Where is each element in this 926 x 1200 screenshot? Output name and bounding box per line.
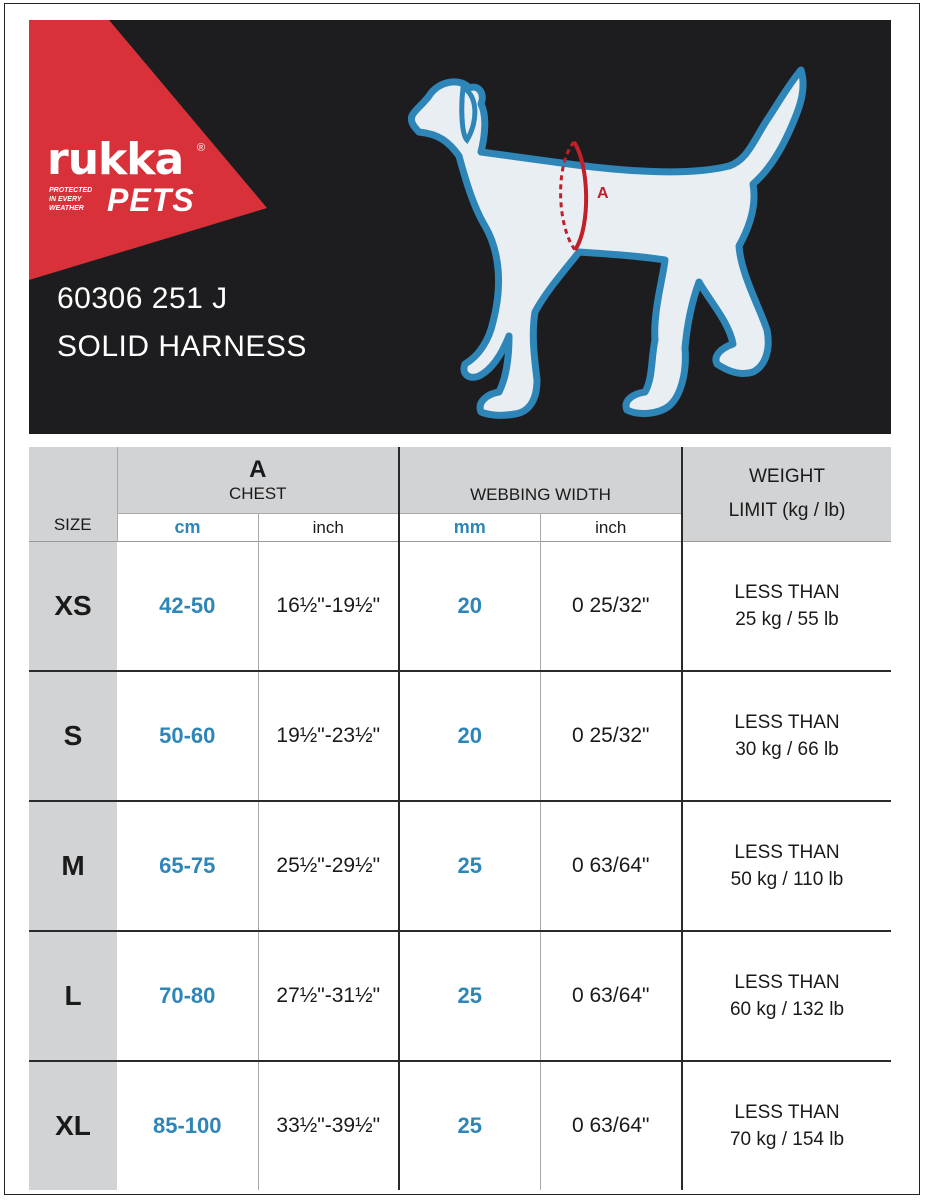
webbing-mm-cell: 25: [399, 931, 540, 1061]
weight-cell: LESS THAN 70 kg / 154 lb: [682, 1061, 891, 1190]
table-row: [29, 542, 891, 672]
table-row: [29, 1061, 891, 1190]
size-chart-table: [29, 447, 891, 1190]
weight-cell: LESS THAN 25 kg / 55 lb: [682, 542, 891, 672]
size-header: SIZE: [29, 447, 117, 542]
chest-cm-cell: 65-75: [117, 801, 258, 931]
brand-tagline: PROTECTED IN EVERY WEATHER: [49, 187, 93, 212]
dog-silhouette-icon: [369, 60, 849, 430]
chest-cm-cell: 42-50: [117, 542, 258, 672]
webbing-inch-cell: 0 63/64": [540, 931, 682, 1061]
header-banner: [29, 20, 891, 434]
brand-logo: [47, 134, 206, 218]
chest-cm-cell: 70-80: [117, 931, 258, 1061]
brand-name: rukka: [47, 134, 184, 185]
table-row: [29, 801, 891, 931]
inch-header: inch: [258, 514, 399, 542]
product-name: SOLID HARNESS: [57, 330, 307, 363]
registered-mark: ®: [197, 142, 206, 154]
webbing-inch-cell: 0 63/64": [540, 801, 682, 931]
table-row: [29, 931, 891, 1061]
weight-header: WEIGHT LIMIT (kg / lb): [682, 447, 891, 542]
size-cell: L: [29, 931, 117, 1061]
chest-header: A CHEST: [117, 447, 399, 514]
size-cell: M: [29, 801, 117, 931]
webbing-mm-cell: 20: [399, 671, 540, 801]
cm-header: cm: [117, 514, 258, 542]
product-code: 60306 251 J: [57, 282, 228, 315]
webbing-inch-header: inch: [540, 514, 682, 542]
chest-inch-cell: 19½"-23½": [258, 671, 399, 801]
webbing-inch-cell: 0 25/32": [540, 542, 682, 672]
weight-cell: LESS THAN 50 kg / 110 lb: [682, 801, 891, 931]
chest-inch-cell: 27½"-31½": [258, 931, 399, 1061]
weight-cell: LESS THAN 30 kg / 66 lb: [682, 671, 891, 801]
webbing-header: WEBBING WIDTH: [399, 447, 682, 514]
chest-cm-cell: 50-60: [117, 671, 258, 801]
chest-inch-cell: 33½"-39½": [258, 1061, 399, 1190]
chest-inch-cell: 25½"-29½": [258, 801, 399, 931]
webbing-mm-cell: 25: [399, 1061, 540, 1190]
table-row: [29, 671, 891, 801]
weight-cell: LESS THAN 60 kg / 132 lb: [682, 931, 891, 1061]
webbing-inch-cell: 0 63/64": [571, 1114, 650, 1137]
brand-sub: PETS: [107, 182, 195, 218]
size-cell: XS: [29, 542, 117, 672]
measure-label: A: [597, 185, 609, 202]
size-cell: S: [29, 671, 117, 801]
webbing-mm-cell: 25: [399, 801, 540, 931]
webbing-mm-cell: 20: [399, 542, 540, 672]
mm-header: mm: [399, 514, 540, 542]
chest-cm-cell: 85-100: [117, 1061, 258, 1190]
chest-inch-cell: 16½"-19½": [258, 542, 399, 672]
webbing-inch-cell: 0 25/32": [540, 671, 682, 801]
size-cell: XL: [29, 1061, 117, 1190]
